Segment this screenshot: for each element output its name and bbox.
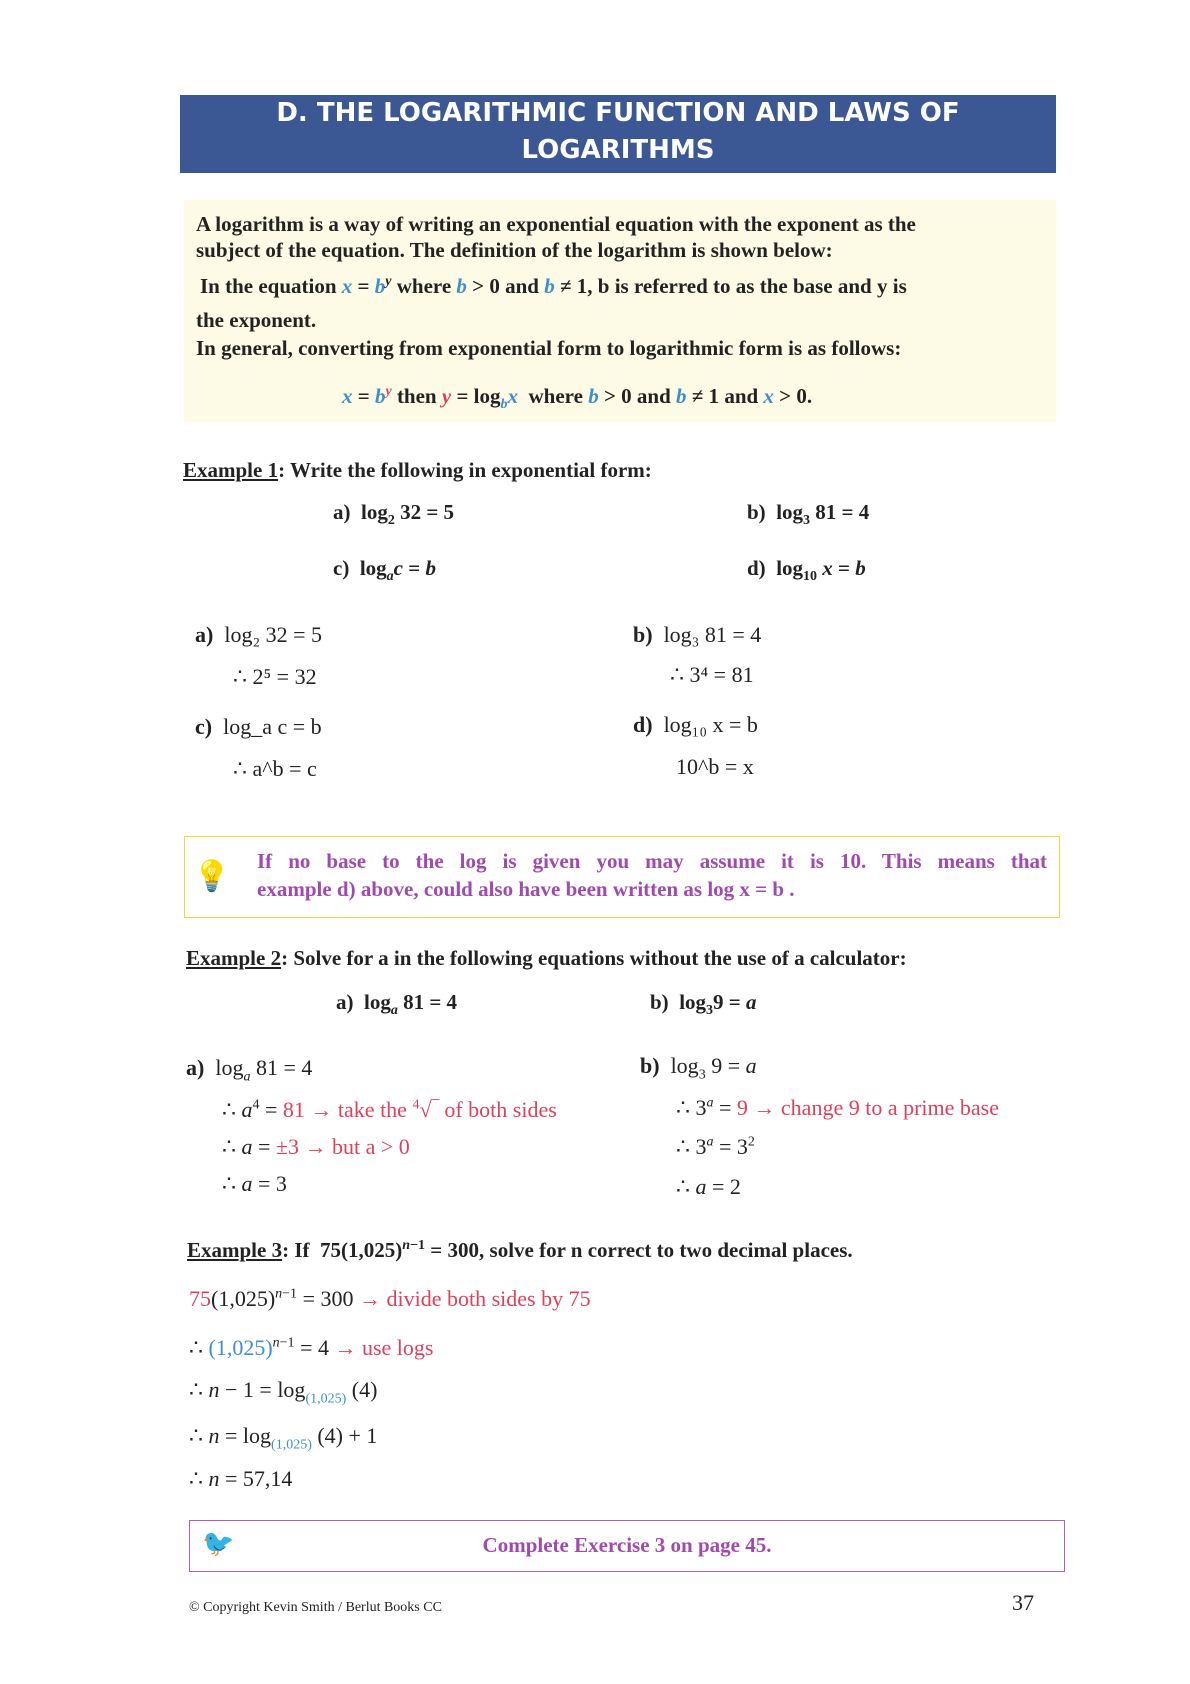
page-number: 37 <box>1012 1590 1034 1615</box>
t: c) <box>195 714 213 739</box>
ex3-line5: ∴ n = 57,14 <box>189 1466 293 1491</box>
ex1-sol-b <box>633 622 761 648</box>
t: , b is referred to as the base and y is <box>587 274 907 298</box>
t: d) <box>633 712 653 737</box>
def-formula: $x = b^y$ then $y = \log_bx$ where b > 0 and b ≠ 1 and x > 0. <box>342 384 813 413</box>
def-p2: subject of the equation. The definition of the logarithm is shown below: <box>196 238 833 262</box>
ex2-qa: a) $\log_a 81 = 4$ <box>336 990 458 1019</box>
t: log₃ 81 = 4 <box>663 622 762 647</box>
ex1-sol-b2: ∴ 3⁴ = 81 <box>670 662 754 687</box>
exercise-text: Complete Exercise 3 on page 45. <box>482 1533 772 1557</box>
ex1-sol-a2: ∴ 2⁵ = 32 <box>233 664 317 689</box>
copyright: © Copyright Kevin Smith / Berlut Books CC <box>189 1600 442 1615</box>
t: of both sides <box>444 1097 557 1122</box>
ex1-qc: c) $\log_ac = b$ <box>333 556 436 585</box>
ex1-sol-c2: ∴ a^b = c <box>233 756 317 781</box>
t: , solve for n correct to two decimal places. <box>479 1238 853 1262</box>
example1-heading <box>183 458 652 483</box>
tip-line2 <box>257 877 795 902</box>
t: → use logs <box>334 1335 434 1360</box>
ex1-qb: b) $\log_3 81 = 4$ <box>747 500 870 529</box>
t: a) <box>336 990 354 1014</box>
section-title <box>180 95 1056 173</box>
t: Example 1 <box>183 458 279 482</box>
ex3-line3: ∴ $n - 1 = \log_{(1,025)} (4)$ <box>189 1377 378 1407</box>
ex2-sol-b1: b) $\log_3 9 = a$ <box>640 1053 757 1083</box>
t: log_a c = b <box>223 714 322 739</box>
t: : Solve for a in the following equations without the use of a calculator: <box>281 946 907 970</box>
t: c) <box>333 556 350 580</box>
ex1-qd: d) $\log_{10} x = b$ <box>747 556 866 585</box>
tip-box <box>184 836 1060 918</box>
t: a) <box>333 500 351 524</box>
t: and <box>724 384 759 408</box>
t: In the equation <box>200 274 337 298</box>
ex2-sol-a1: a) $\log_a 81 = 4$ <box>186 1055 313 1085</box>
t: b) <box>640 1053 660 1078</box>
t: d) <box>747 556 766 580</box>
t: example d) above, could also have been written as <box>257 877 703 901</box>
t: → change 9 to a prime base <box>753 1095 999 1120</box>
ex1-sol-c <box>195 714 322 740</box>
t: → take the <box>310 1097 407 1122</box>
definition-box <box>184 200 1056 422</box>
mascot-icon: 🐦 <box>202 1529 235 1558</box>
lightbulb-icon: 💡 <box>193 860 231 893</box>
ex1-qa: a) $\log_2 32 = 5$ <box>333 500 455 529</box>
ex2-sol-a2: ∴ $a^4 = 81$ → take the $^4$√‾ of both sides <box>222 1097 557 1122</box>
t: where <box>528 384 583 408</box>
t: where <box>396 274 452 298</box>
example2-heading <box>186 946 907 971</box>
t: then <box>396 384 437 408</box>
def-p5: In general, converting from exponential form to logarithmic form is as follows: <box>196 336 902 360</box>
t: log₂ 32 = 5 <box>224 622 323 647</box>
t: 57,14 <box>242 1466 293 1491</box>
t: b) <box>650 990 669 1014</box>
example3-heading: Example 3: If $75(1,025)^{n-1} = 300$, solve for n correct to two decimal places. <box>187 1238 853 1262</box>
tip-line1: If no base to the log is given you may assume it is 10. This means that <box>257 849 1047 873</box>
ex3-line4: ∴ $n = \log_{(1,025)} (4) + 1$ <box>189 1423 378 1453</box>
def-p1: A logarithm is a way of writing an exponential equation with the exponent as the <box>196 212 916 236</box>
ex3-line2: ∴ $(1,025)^{n-1} = 4$ → use logs <box>189 1335 434 1360</box>
t: → divide both sides by 75 <box>358 1286 591 1311</box>
ex3-line1: $75(1,025)^{n-1} = 300$ → divide both sides by 75 <box>189 1286 591 1311</box>
ex2-sol-b2: ∴ $3^a = 9$ → change 9 to a prime base <box>676 1095 999 1120</box>
t: : Write the following in exponential form: <box>278 458 652 482</box>
t: log x = b . <box>707 877 795 901</box>
t: Example 3 <box>187 1238 283 1262</box>
ex1-sol-d <box>633 712 758 738</box>
title-line1: D. THE LOGARITHMIC FUNCTION AND LAWS OF <box>276 98 960 128</box>
t: and <box>505 274 539 298</box>
ex1-sol-d2: 10^b = x <box>676 754 754 779</box>
exercise-box <box>189 1520 1065 1572</box>
title-line2: LOGARITHMS <box>521 135 715 165</box>
ex2-qb: b) $\log_39 = a$ <box>650 990 757 1019</box>
ex2-sol-a3: ∴ a = ±3 → but a > 0 <box>222 1134 410 1159</box>
t: b) <box>747 500 766 524</box>
ex1-sol-a <box>195 622 322 648</box>
t: b) <box>633 622 653 647</box>
t: and <box>636 384 671 408</box>
ex2-sol-a4: ∴ a = 3 <box>222 1171 287 1196</box>
t: log₁₀ x = b <box>663 712 758 737</box>
t: a) <box>195 622 214 647</box>
t: Example 2 <box>186 946 282 970</box>
t: → but a > 0 <box>304 1134 410 1159</box>
def-p3: In the equation $x = b^y$ where b > 0 and b ≠ 1, b is referred to as the base and y is <box>200 274 907 298</box>
ex2-sol-b4: ∴ a = 2 <box>676 1174 741 1199</box>
ex2-sol-b3: ∴ $3^a = 3^2$ <box>676 1134 755 1159</box>
def-p4: the exponent. <box>196 308 317 332</box>
t: a) <box>186 1055 205 1080</box>
t: : If <box>282 1238 310 1262</box>
